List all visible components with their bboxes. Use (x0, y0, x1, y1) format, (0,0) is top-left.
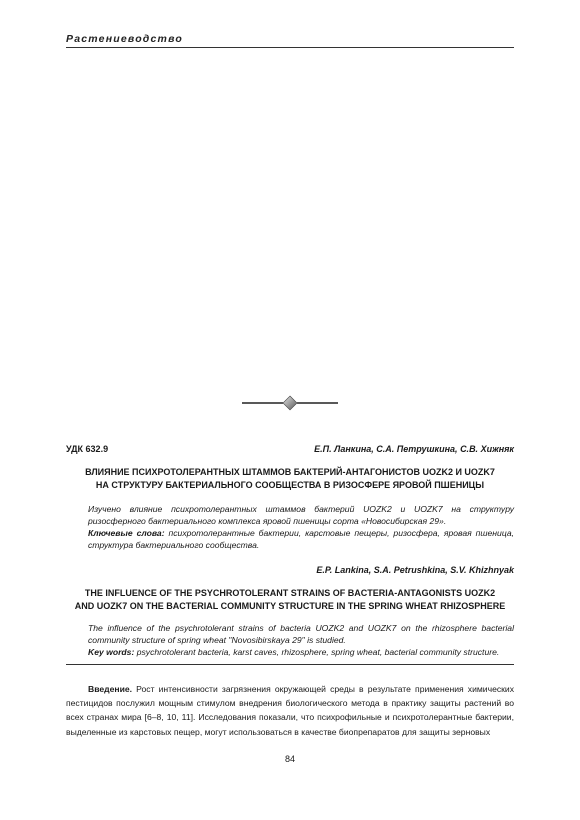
ornament-divider (240, 394, 340, 412)
title-ru (66, 466, 514, 492)
intro-text: Рост интенсивности загрязнения окружающей среды в результате применения химических пестицидов послужил мощным стимулом внедрения биологического метода в практику защиты растений во всех странах мира [6–8, 10, 11]. Исследования показали, что психрофильные и психротолерантные бактерии, выделенные из карстовых пещер, могут использоваться в качестве биопрепаратов для защиты зерновых (66, 684, 515, 737)
keywords-ru-label: Ключевые слова: (88, 528, 165, 538)
introduction-paragraph (66, 682, 514, 739)
abstract-ru-text: Изучено влияние психротолерантных штаммов бактерий UOZK2 и UOZK7 на структуру ризосферного бактериального комплекса яровой пшеницы сорта «Новосибирская 29». (88, 504, 514, 526)
diamond-icon (283, 396, 297, 410)
abstract-en (66, 622, 514, 658)
section-rule (66, 664, 514, 665)
header-rule (66, 47, 514, 48)
intro-label: Введение. (88, 684, 133, 694)
title-ru-line2: НА СТРУКТУРУ БАКТЕРИАЛЬНОГО СООБЩЕСТВА В РИЗОСФЕРЕ ЯРОВОЙ ПШЕНИЦЫ (95, 480, 485, 490)
keywords-en-label: Key words: (88, 647, 135, 657)
authors-ru: Е.П. Ланкина, С.А. Петрушкина, С.В. Хижняк (314, 444, 514, 454)
keywords-en-text: psychrotolerant bacteria, karst caves, rhizosphere, spring wheat, bacterial community structure. (136, 647, 500, 657)
keywords-ru-text: психротолерантные бактерии, карстовые пещеры, ризосфера, яровая пшеница, структура бактериального сообщества. (88, 528, 514, 550)
title-en-line1: THE INFLUENCE OF THE PSYCHROTOLERANT STRAINS OF BACTERIA-ANTAGONISTS UOZK2 (84, 588, 496, 598)
authors-en: E.P. Lankina, S.A. Petrushkina, S.V. Khizhnyak (316, 565, 514, 575)
keywords-en (66, 646, 514, 658)
page-number: 84 (284, 754, 295, 764)
section-header: Растениеводство (66, 33, 183, 45)
abstract-en-text: The influence of the psychrotolerant strains of bacteria UOZK2 and UOZK7 on the rhizosphere bacterial community structure of spring wheat "Novosibirskaya 29" is studied. (88, 623, 514, 645)
title-en (66, 587, 514, 613)
keywords-ru (66, 527, 514, 551)
title-ru-line1: ВЛИЯНИЕ ПСИХРОТОЛЕРАНТНЫХ ШТАММОВ БАКТЕРИЙ-АНТАГОНИСТОВ UOZK2 И UOZK7 (85, 467, 495, 477)
udc-code: УДК 632.9 (66, 444, 109, 454)
abstract-ru (66, 503, 514, 551)
title-en-line2: AND UOZK7 ON THE BACTERIAL COMMUNITY STRUCTURE IN THE SPRING WHEAT RHIZOSPHERE (74, 601, 506, 611)
